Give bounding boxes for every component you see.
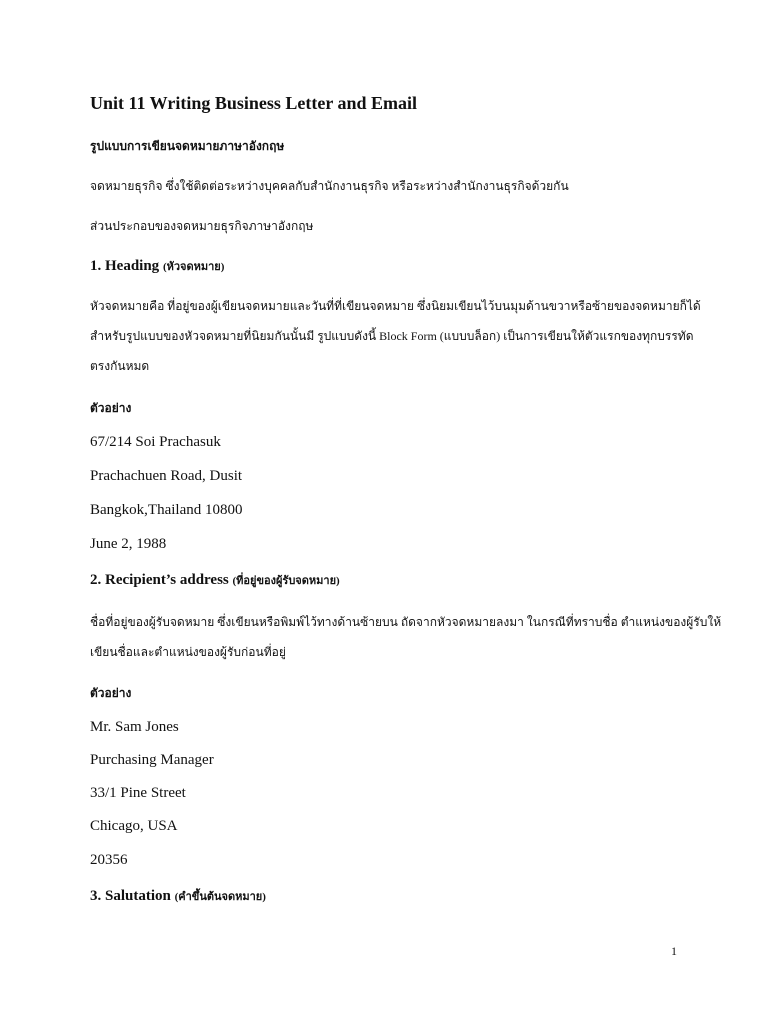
page-number: 1	[671, 944, 677, 958]
section-thai: (ที่อยู่ของผู้รับจดหมาย)	[232, 575, 340, 587]
recipient-line: Purchasing Manager	[90, 752, 214, 768]
section-2-desc-line: ชื่อที่อยู่ของผู้รับจดหมาย ซึ่งเขียนหรือพิมพ์ไว้ทางด้านซ้ายบน ถัดจากหัวจดหมายลงมา ในกรณีที่ทราบชื่อ ตำแหน่งของผู้รับให้	[90, 615, 722, 629]
example-label: ตัวอย่าง	[90, 401, 132, 415]
section-number: 1.	[90, 258, 102, 274]
recipient-line: Mr. Sam Jones	[90, 719, 179, 735]
section-2-desc-line: เขียนชื่อและตำแหน่งของผู้รับก่อนที่อยู่	[90, 645, 286, 659]
address-line: 67/214 Soi Prachasuk	[90, 434, 221, 450]
section-heading-3	[90, 887, 266, 905]
section-thai: (หัวจดหมาย)	[162, 261, 225, 273]
section-number: 3.	[90, 888, 102, 904]
section-name: Heading	[105, 258, 160, 274]
recipient-line: Chicago, USA	[90, 818, 178, 834]
section-heading-1	[90, 257, 224, 275]
recipient-line: 33/1 Pine Street	[90, 785, 186, 801]
section-thai: (คำขึ้นต้นจดหมาย)	[174, 891, 266, 903]
date-line: June 2, 1988	[90, 536, 167, 552]
section-1-desc-line: สำหรับรูปแบบของหัวจดหมายที่นิยมกันนั้นมี รูปแบบดังนี้ Block Form (แบบบล็อก) เป็นการเขียนให้ตัวแรกของทุกบรรทัด	[90, 329, 694, 343]
section-1-desc-line: ตรงกันหมด	[90, 359, 150, 373]
section-1-desc-line: หัวจดหมายคือ ที่อยู่ของผู้เขียนจดหมายและวันที่ที่เขียนจดหมาย ซึ่งนิยมเขียนไว้บนมุมด้านขวาหรือซ้ายของจดหมายก็ได้	[90, 299, 701, 313]
address-line: Prachachuen Road, Dusit	[90, 468, 243, 484]
parts-heading: ส่วนประกอบของจดหมายธุรกิจภาษาอังกฤษ	[90, 219, 314, 233]
section-heading-2	[90, 571, 340, 589]
section-name: Salutation	[105, 888, 171, 904]
page-title: Unit 11 Writing Business Letter and Email	[90, 93, 418, 113]
address-line: Bangkok,Thailand 10800	[90, 502, 243, 518]
intro-paragraph: จดหมายธุรกิจ ซึ่งใช้ติดต่อระหว่างบุคคลกับสำนักงานธุรกิจ หรือระหว่างสำนักงานธุรกิจด้วยกัน	[90, 179, 569, 193]
subtitle: รูปแบบการเขียนจดหมายภาษาอังกฤษ	[90, 139, 285, 153]
recipient-line: 20356	[90, 852, 128, 868]
example-label: ตัวอย่าง	[90, 686, 132, 700]
section-name: Recipient’s address	[105, 572, 229, 588]
section-number: 2.	[90, 572, 102, 588]
